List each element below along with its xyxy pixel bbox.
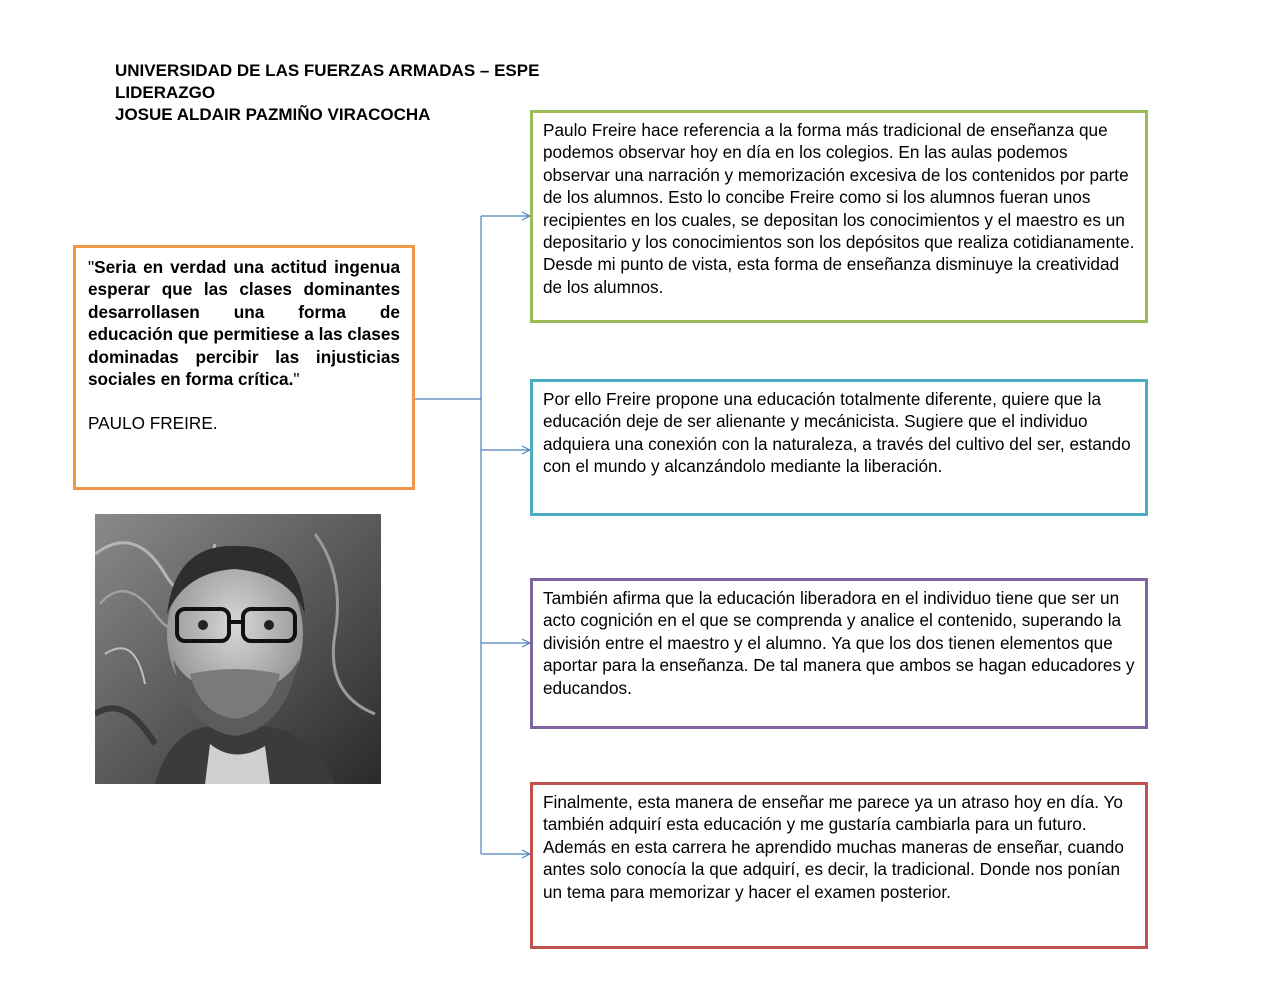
subject-title: LIDERAZGO xyxy=(115,83,216,102)
quote-body xyxy=(88,256,400,390)
idea-text: Paulo Freire hace referencia a la forma más tradicional de enseñanza que podemos observar hoy en día en los colegios. En las aulas podemos observar una narración y memorización excesiva de los contenidos por parte de los alumnos. Esto lo concibe Freire como si los alumnos fueran unos recipientes en los cuales, se depositan los conocimientos y el maestro es un depositario y los conocimientos son los depósitos que realiza cotidianamente. Desde mi punto de vista, esta forma de enseñanza disminuye la creatividad de los alumnos. xyxy=(543,120,1135,297)
idea-text: Finalmente, esta manera de enseñar me parece ya un atraso hoy en día. Yo también adquirí esta educación y me gustaría cambiarla para un futuro. Además en esta carrera he aprendido muchas maneras de enseñar, cuando antes solo conocía la que adquirí, es decir, la tradicional. Donde nos ponían un tema para memorizar y hacer el examen posterior. xyxy=(543,792,1124,902)
idea-text: También afirma que la educación liberadora en el individuo tiene que ser un acto cognición en el que se comprenda y analice el contenido, superando la división entre el maestro y el alumno. Ya que los dos tienen elementos que aportar para la enseñanza. De tal manera que ambos se hagan educadores y educandos. xyxy=(543,588,1135,698)
idea-box-liberating-education xyxy=(530,578,1148,729)
idea-box-conclusion xyxy=(530,782,1148,949)
quote-attribution: PAULO FREIRE. xyxy=(88,413,218,434)
quote-close-mark: " xyxy=(293,369,300,390)
author-name: JOSUE ALDAIR PAZMIÑO VIRACOCHA xyxy=(115,105,431,124)
quote-open-mark: " xyxy=(88,257,95,277)
idea-text: Por ello Freire propone una educación totalmente diferente, quiere que la educación deje de ser alienante y mecánicista. Sugiere que el individuo adquiera una conexión con la naturaleza, a través del cultivo del ser, estando con el mundo y alcanzándolo mediante la liberación. xyxy=(543,389,1131,477)
idea-box-traditional-education xyxy=(530,110,1148,323)
paulo-freire-portrait xyxy=(95,514,381,784)
university-title: UNIVERSIDAD DE LAS FUERZAS ARMADAS – ESPE xyxy=(115,61,540,80)
quote-box xyxy=(73,245,415,490)
quote-text: Seria en verdad una actitud ingenua esperar que las clases dominantes desarrollasen una forma de educación que permitiese a las clases dominadas percibir las injusticias sociales en forma crítica. xyxy=(88,257,400,390)
idea-box-freire-proposal xyxy=(530,379,1148,516)
